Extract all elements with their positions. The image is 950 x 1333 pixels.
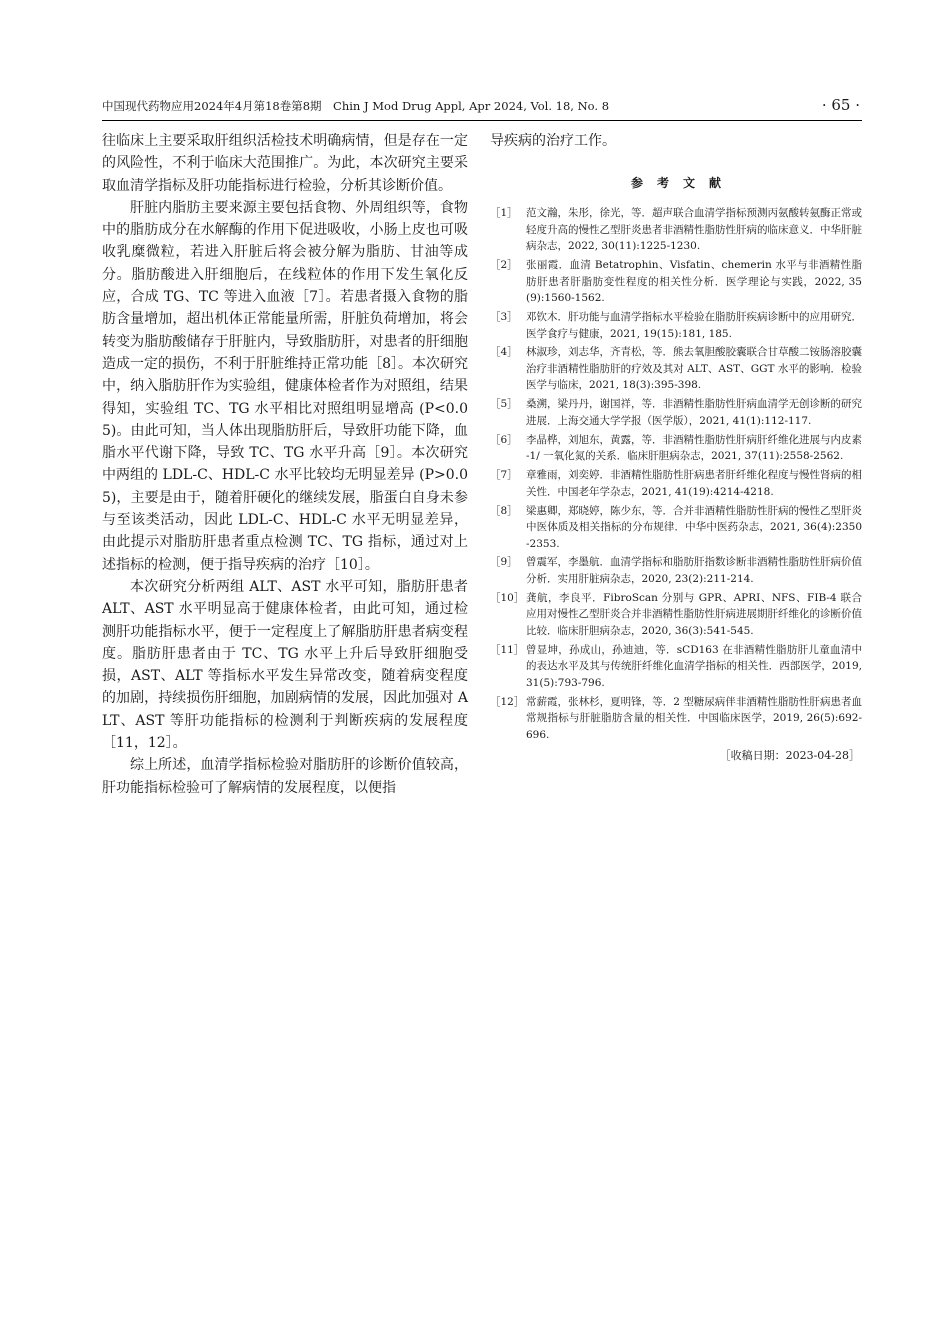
body-paragraph-3: 本次研究分析两组 ALT、AST 水平可知，脂肪肝患者 ALT、AST 水平明显高于健康体检者，由此可知，通过检测肝功能指标水平，便于一定程度上了解脂肪肝患者病变程度。脂肪肝患者由于 TC、TG 水平上升后导致肝细胞受损，AST、ALT 等指标水平发生异常改变，随着病变程度的加剧，持续损伤肝细胞，加剧病情的发展，因此加强对 ALT、AST 等肝功能指标的检测利于判断疾病的发展程度［11，12］。	[102, 578, 468, 752]
reference-item	[490, 432, 862, 465]
reference-number: ［7］	[490, 469, 518, 482]
left-column	[102, 130, 468, 799]
reference-text: 曾显坤，孙成山，孙迪迪，等．sCD163 在非酒精性脂肪肝儿童血清中的表达水平及其与传统肝纤维化血清学指标的相关性．西部医学，2019, 31(5):793-796.	[526, 643, 862, 689]
reference-list	[490, 205, 862, 743]
reference-text: 李晶桦，刘旭东，黄露，等．非酒精性脂肪性肝病肝纤维化进展与内皮素 -1/ 一氧化氮的关系．临床肝胆病杂志，2021, 37(11):2558-2562.	[526, 433, 862, 463]
reference-text: 常薪霞，张林杉，夏明锋，等．2 型糖尿病伴非酒精性脂肪性肝病患者血常规指标与肝脏脂肪含量的相关性．中国临床医学，2019, 26(5):692-696.	[526, 695, 862, 741]
reference-item	[490, 257, 862, 307]
reference-number: ［5］	[490, 398, 518, 411]
reference-item	[490, 309, 862, 342]
reference-text: 龚航，李良平．FibroScan 分别与 GPR、APRI、NFS、FIB-4 联合应用对慢性乙型肝炎合并非酒精性脂肪性肝病进展期肝纤维化的诊断价值比较．临床肝胆病杂志，2020, 36(3):541-545.	[526, 591, 862, 637]
reference-number: ［11］	[490, 643, 525, 656]
reference-item	[490, 503, 862, 553]
body-paragraph-2: 肝脏内脂肪主要来源主要包括食物、外周组织等，食物中的脂肪成分在水解酶的作用下促进吸收，小肠上皮也可吸收乳糜微粒，若进入肝脏后将会被分解为脂肪、甘油等成分。脂肪酸进入肝细胞后，在线粒体的作用下发生氧化反应，合成 TG、TC 等进入血液［7］。若患者摄入食物的脂肪含量增加，超出机体正常能量所需，肝脏负荷增加，将会转变为脂肪酸储存于肝脏内，导致脂肪肝，对患者的肝细胞造成一定的损伤，不利于肝脏维持正常功能［8］。本次研究中，纳入脂肪肝作为实验组，健康体检者作为对照组，结果得知，实验组 TC、TG 水平相比对照组明显增高 (P<0.05)。由此可知，当人体出现脂肪肝后，导致肝功能下降，血脂水平代谢下降，导致 TC、TG 水平升高［9］。本次研究中两组的 LDL-C、HDL-C 水平比较均无明显差异 (P>0.05)，主要是由于，随着肝硬化的继续发展，脂蛋白自身未参与至该类活动，因此 LDL-C、HDL-C 水平无明显差异，由此提示对脂肪肝患者重点检测 TC、TG 指标，通过对上述指标的检测，便于指导疾病的治疗［10］。	[102, 199, 468, 573]
journal-info: 中国现代药物应用2024年4月第18卷第8期 Chin J Mod Drug Appl, Apr 2024, Vol. 18, No. 8	[102, 99, 610, 113]
reference-text: 桑溯，梁丹丹，谢国祥，等．非酒精性脂肪性肝病血清学无创诊断的研究进展．上海交通大学学报（医学版），2021, 41(1):112-117.	[526, 398, 862, 427]
references-heading: 参考文献	[630, 176, 735, 191]
page-number: · 65 ·	[821, 96, 860, 114]
body-paragraph-1: 往临床上主要采取肝组织活检技术明确病情，但是存在一定的风险性，不利于临床大范围推广。为此，本次研究主要采取血清学指标及肝功能指标进行检验，分析其诊断价值。	[102, 133, 468, 194]
reference-text: 邓钦木．肝功能与血清学指标水平检验在脂肪肝疾病诊断中的应用研究．医学食疗与健康，2021, 19(15):181, 185.	[526, 311, 862, 340]
reference-item	[490, 467, 862, 500]
right-column	[490, 130, 862, 763]
body-paragraph-continuation: 导疾病的治疗工作。	[490, 133, 616, 149]
reference-number: ［6］	[490, 433, 518, 446]
running-header	[102, 96, 862, 121]
reference-item	[490, 205, 862, 255]
reference-text: 章雅雨，刘奕婷．非酒精性脂肪性肝病患者肝纤维化程度与慢性肾病的相关性．中国老年学杂志，2021, 41(19):4214-4218.	[526, 469, 862, 498]
reference-text: 曾震军，李墨航．血清学指标和脂肪肝指数诊断非酒精性脂肪性肝病价值分析．实用肝脏病杂志，2020, 23(2):211-214.	[526, 556, 862, 585]
reference-number: ［8］	[490, 504, 518, 517]
body-paragraph-4: 综上所述，血清学指标检验对脂肪肝的诊断价值较高，肝功能指标检验可了解病情的发展程度，以便指	[102, 757, 468, 796]
reference-text: 林淑珍，刘志华，齐青松，等．熊去氧胆酸胶囊联合甘草酸二铵肠溶胶囊治疗非酒精性脂肪肝的疗效及其对 ALT、AST、GGT 水平的影响．检验医学与临床，2021, 18(3):395-398.	[526, 346, 862, 392]
reference-item	[490, 590, 862, 640]
reference-item	[490, 396, 862, 429]
reference-item	[490, 554, 862, 587]
reference-number: ［12］	[490, 695, 525, 708]
received-date: ［收稿日期：2023-04-28］	[719, 749, 860, 763]
reference-text: 范文瀚，朱彤，徐光，等．超声联合血清学指标预测丙氨酸转氨酶正常或轻度升高的慢性乙型肝炎患者非酒精性脂肪性肝病的临床意义．中华肝脏病杂志，2022, 30(11):1225-1230.	[526, 207, 862, 253]
reference-text: 张丽霞．血清 Betatrophin、Visfatin、chemerin 水平与非酒精性脂肪肝患者肝脂肪变性程度的相关性分析．医学理论与实践，2022, 35(9):1560-1562.	[526, 259, 862, 305]
reference-text: 梁惠卿，郑晓婷，陈少东，等．合并非酒精性脂肪性肝病的慢性乙型肝炎中医体质及相关指标的分布规律．中华中医药杂志，2021, 36(4):2350-2353.	[526, 504, 862, 550]
reference-number: ［1］	[490, 207, 518, 220]
reference-number: ［9］	[490, 556, 518, 569]
reference-number: ［2］	[490, 259, 518, 272]
reference-number: ［3］	[490, 311, 518, 324]
reference-item	[490, 694, 862, 744]
reference-number: ［4］	[490, 346, 518, 359]
reference-item	[490, 642, 862, 692]
reference-number: ［10］	[490, 591, 525, 604]
reference-item	[490, 344, 862, 394]
